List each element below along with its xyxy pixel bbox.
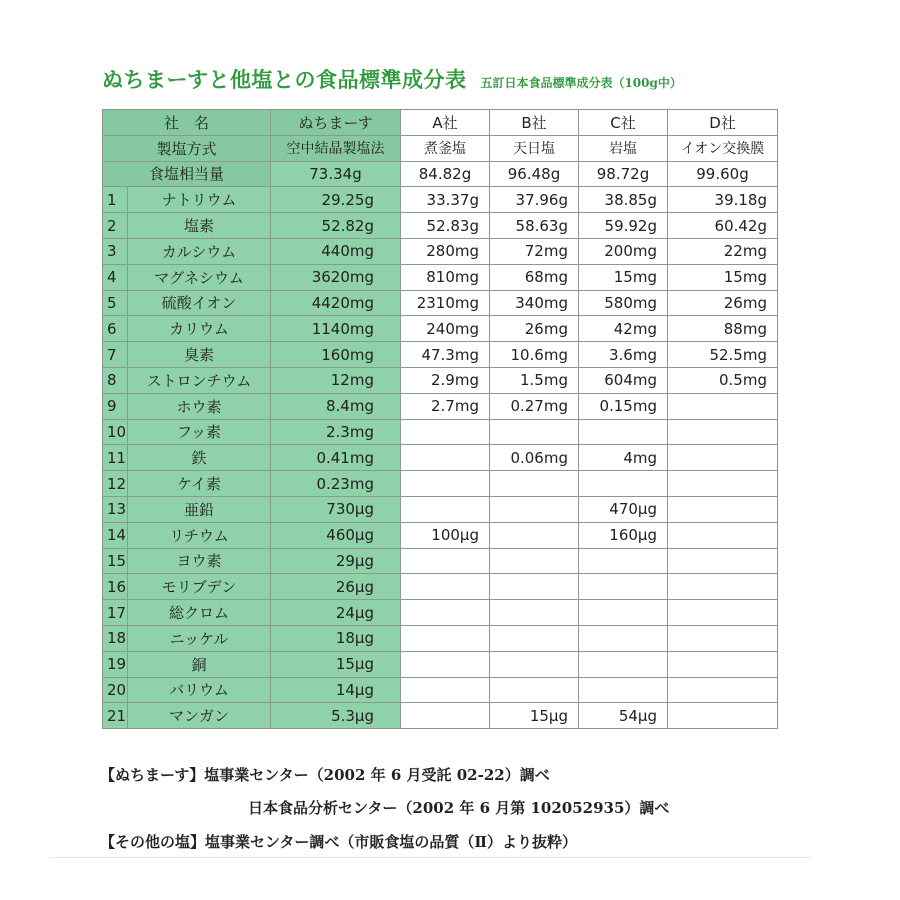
table-row <box>103 290 778 316</box>
page-subtitle: 五訂日本食品標準成分表（100g中） <box>480 76 682 90</box>
value-b <box>490 600 579 626</box>
value-c <box>579 600 668 626</box>
value-nuchimasu: 3620mg <box>271 264 401 290</box>
value-a: 2310mg <box>401 290 490 316</box>
value-d: 60.42g <box>668 213 778 239</box>
value-a <box>401 651 490 677</box>
row-number: 14 <box>103 522 128 548</box>
value-nuchimasu: 12mg <box>271 367 401 393</box>
value-d <box>668 471 778 497</box>
element-name: 総クロム <box>128 600 271 626</box>
table-row <box>103 677 778 703</box>
company-d: D社 <box>668 110 778 136</box>
value-nuchimasu: 8.4mg <box>271 393 401 419</box>
company-c: C社 <box>579 110 668 136</box>
row-number: 12 <box>103 471 128 497</box>
value-nuchimasu: 440mg <box>271 238 401 264</box>
value-nuchimasu: 15μg <box>271 651 401 677</box>
footnote-nuchimasu: 【ぬちまーす】塩事業センター（2002 年 6 月受託 02-22）調べ <box>100 766 550 784</box>
row-number: 18 <box>103 625 128 651</box>
value-a: 33.37g <box>401 187 490 213</box>
value-b <box>490 651 579 677</box>
value-b <box>490 625 579 651</box>
method-a: 煮釜塩 <box>401 135 490 161</box>
page-title: ぬちまーすと他塩との食品標準成分表 <box>102 67 467 92</box>
value-b: 72mg <box>490 238 579 264</box>
element-name: 鉄 <box>128 445 271 471</box>
table-row <box>103 651 778 677</box>
value-c: 200mg <box>579 238 668 264</box>
table-row <box>103 600 778 626</box>
value-c <box>579 419 668 445</box>
value-a: 2.9mg <box>401 367 490 393</box>
value-d <box>668 574 778 600</box>
value-nuchimasu: 26μg <box>271 574 401 600</box>
value-nuchimasu: 730μg <box>271 496 401 522</box>
value-nuchimasu: 18μg <box>271 625 401 651</box>
title-row <box>102 64 802 104</box>
value-b <box>490 522 579 548</box>
value-c: 0.15mg <box>579 393 668 419</box>
method-b: 天日塩 <box>490 135 579 161</box>
value-c: 38.85g <box>579 187 668 213</box>
value-nuchimasu: 29.25g <box>271 187 401 213</box>
bottom-divider <box>50 857 810 858</box>
element-name: バリウム <box>128 677 271 703</box>
element-name: マンガン <box>128 703 271 729</box>
row-number: 4 <box>103 264 128 290</box>
value-nuchimasu: 5.3μg <box>271 703 401 729</box>
value-a <box>401 419 490 445</box>
table-row <box>103 625 778 651</box>
value-d <box>668 419 778 445</box>
value-nuchimasu: 460μg <box>271 522 401 548</box>
value-a <box>401 574 490 600</box>
row-number: 20 <box>103 677 128 703</box>
table-row <box>103 367 778 393</box>
row-number: 15 <box>103 548 128 574</box>
value-d: 22mg <box>668 238 778 264</box>
table-row <box>103 264 778 290</box>
row-number: 5 <box>103 290 128 316</box>
element-name: 硫酸イオン <box>128 290 271 316</box>
value-b <box>490 548 579 574</box>
value-b: 340mg <box>490 290 579 316</box>
element-name: ケイ素 <box>128 471 271 497</box>
row-number: 13 <box>103 496 128 522</box>
method-label: 製塩方式 <box>103 135 271 161</box>
table-row <box>103 316 778 342</box>
table-row <box>103 445 778 471</box>
row-number: 21 <box>103 703 128 729</box>
value-d: 52.5mg <box>668 342 778 368</box>
table-row <box>103 393 778 419</box>
value-b: 26mg <box>490 316 579 342</box>
value-a: 47.3mg <box>401 342 490 368</box>
value-nuchimasu: 1140mg <box>271 316 401 342</box>
method-nuchimasu: 空中結晶製塩法 <box>271 135 401 161</box>
value-a <box>401 625 490 651</box>
element-name: カルシウム <box>128 238 271 264</box>
value-d <box>668 651 778 677</box>
value-nuchimasu: 52.82g <box>271 213 401 239</box>
row-number: 19 <box>103 651 128 677</box>
value-nuchimasu: 0.23mg <box>271 471 401 497</box>
value-a <box>401 600 490 626</box>
value-b <box>490 419 579 445</box>
value-nuchimasu: 4420mg <box>271 290 401 316</box>
table-row <box>103 574 778 600</box>
value-b: 0.27mg <box>490 393 579 419</box>
table-row <box>103 342 778 368</box>
element-name: ストロンチウム <box>128 367 271 393</box>
value-b: 68mg <box>490 264 579 290</box>
composition-table <box>102 109 778 729</box>
row-number: 9 <box>103 393 128 419</box>
value-c: 160μg <box>579 522 668 548</box>
value-d <box>668 393 778 419</box>
value-d: 39.18g <box>668 187 778 213</box>
value-c <box>579 471 668 497</box>
company-a: A社 <box>401 110 490 136</box>
value-a: 240mg <box>401 316 490 342</box>
value-c: 470μg <box>579 496 668 522</box>
element-name: フッ素 <box>128 419 271 445</box>
row-number: 1 <box>103 187 128 213</box>
table-row <box>103 522 778 548</box>
salt-equiv-a: 84.82g <box>401 161 490 187</box>
value-c <box>579 548 668 574</box>
value-b <box>490 574 579 600</box>
value-d <box>668 677 778 703</box>
value-a <box>401 703 490 729</box>
value-b: 15μg <box>490 703 579 729</box>
value-c: 580mg <box>579 290 668 316</box>
salt-equiv-label: 食塩相当量 <box>103 161 271 187</box>
value-b: 10.6mg <box>490 342 579 368</box>
row-number: 10 <box>103 419 128 445</box>
element-name: モリブデン <box>128 574 271 600</box>
value-b: 58.63g <box>490 213 579 239</box>
row-number: 8 <box>103 367 128 393</box>
value-b <box>490 677 579 703</box>
element-name: ホウ素 <box>128 393 271 419</box>
value-b: 37.96g <box>490 187 579 213</box>
value-c: 42mg <box>579 316 668 342</box>
value-c: 604mg <box>579 367 668 393</box>
company-label: 社 名 <box>103 110 271 136</box>
element-name: 臭素 <box>128 342 271 368</box>
salt-equiv-c: 98.72g <box>579 161 668 187</box>
element-name: 亜鉛 <box>128 496 271 522</box>
element-name: ニッケル <box>128 625 271 651</box>
value-a: 810mg <box>401 264 490 290</box>
value-c: 4mg <box>579 445 668 471</box>
value-d <box>668 625 778 651</box>
element-name: 銅 <box>128 651 271 677</box>
table-row <box>103 419 778 445</box>
value-b <box>490 496 579 522</box>
company-b: B社 <box>490 110 579 136</box>
table-row <box>103 471 778 497</box>
value-c <box>579 651 668 677</box>
value-nuchimasu: 0.41mg <box>271 445 401 471</box>
value-c <box>579 677 668 703</box>
value-d: 15mg <box>668 264 778 290</box>
table-row <box>103 496 778 522</box>
row-number: 2 <box>103 213 128 239</box>
company-header-row <box>103 110 778 136</box>
value-d <box>668 522 778 548</box>
table-row <box>103 548 778 574</box>
row-number: 6 <box>103 316 128 342</box>
value-nuchimasu: 160mg <box>271 342 401 368</box>
method-d: イオン交換膜 <box>668 135 778 161</box>
value-c: 54μg <box>579 703 668 729</box>
value-a <box>401 548 490 574</box>
value-d: 0.5mg <box>668 367 778 393</box>
element-name: ヨウ素 <box>128 548 271 574</box>
table-row <box>103 187 778 213</box>
row-number: 11 <box>103 445 128 471</box>
value-a: 100μg <box>401 522 490 548</box>
table-row <box>103 703 778 729</box>
value-d <box>668 496 778 522</box>
value-a <box>401 677 490 703</box>
value-nuchimasu: 14μg <box>271 677 401 703</box>
value-a <box>401 445 490 471</box>
value-c <box>579 625 668 651</box>
value-nuchimasu: 24μg <box>271 600 401 626</box>
value-a: 280mg <box>401 238 490 264</box>
value-c <box>579 574 668 600</box>
table-row <box>103 238 778 264</box>
value-d <box>668 445 778 471</box>
method-c: 岩塩 <box>579 135 668 161</box>
value-nuchimasu: 29μg <box>271 548 401 574</box>
value-a: 2.7mg <box>401 393 490 419</box>
salt-equiv-b: 96.48g <box>490 161 579 187</box>
value-d: 88mg <box>668 316 778 342</box>
value-c: 3.6mg <box>579 342 668 368</box>
row-number: 17 <box>103 600 128 626</box>
salt-equiv-d: 99.60g <box>668 161 778 187</box>
element-name: 塩素 <box>128 213 271 239</box>
value-a: 52.83g <box>401 213 490 239</box>
footnote-other-salts: 【その他の塩】塩事業センター調べ（市販食塩の品質（Ⅱ）より抜粋） <box>100 833 578 851</box>
value-b: 1.5mg <box>490 367 579 393</box>
value-a <box>401 471 490 497</box>
value-b: 0.06mg <box>490 445 579 471</box>
value-d: 26mg <box>668 290 778 316</box>
element-name: マグネシウム <box>128 264 271 290</box>
element-name: カリウム <box>128 316 271 342</box>
row-number: 3 <box>103 238 128 264</box>
row-number: 7 <box>103 342 128 368</box>
element-name: ナトリウム <box>128 187 271 213</box>
value-d <box>668 600 778 626</box>
element-name: リチウム <box>128 522 271 548</box>
company-nuchimasu: ぬちまーす <box>271 110 401 136</box>
value-b <box>490 471 579 497</box>
method-row <box>103 135 778 161</box>
value-c: 59.92g <box>579 213 668 239</box>
row-number: 16 <box>103 574 128 600</box>
footnote-analysis-center: 日本食品分析センター（2002 年 6 月第 102052935）調べ <box>248 799 670 817</box>
table-row <box>103 213 778 239</box>
salt-equiv-nuchimasu: 73.34g <box>271 161 401 187</box>
value-c: 15mg <box>579 264 668 290</box>
value-d <box>668 548 778 574</box>
value-d <box>668 703 778 729</box>
value-a <box>401 496 490 522</box>
value-nuchimasu: 2.3mg <box>271 419 401 445</box>
salt-equiv-row <box>103 161 778 187</box>
